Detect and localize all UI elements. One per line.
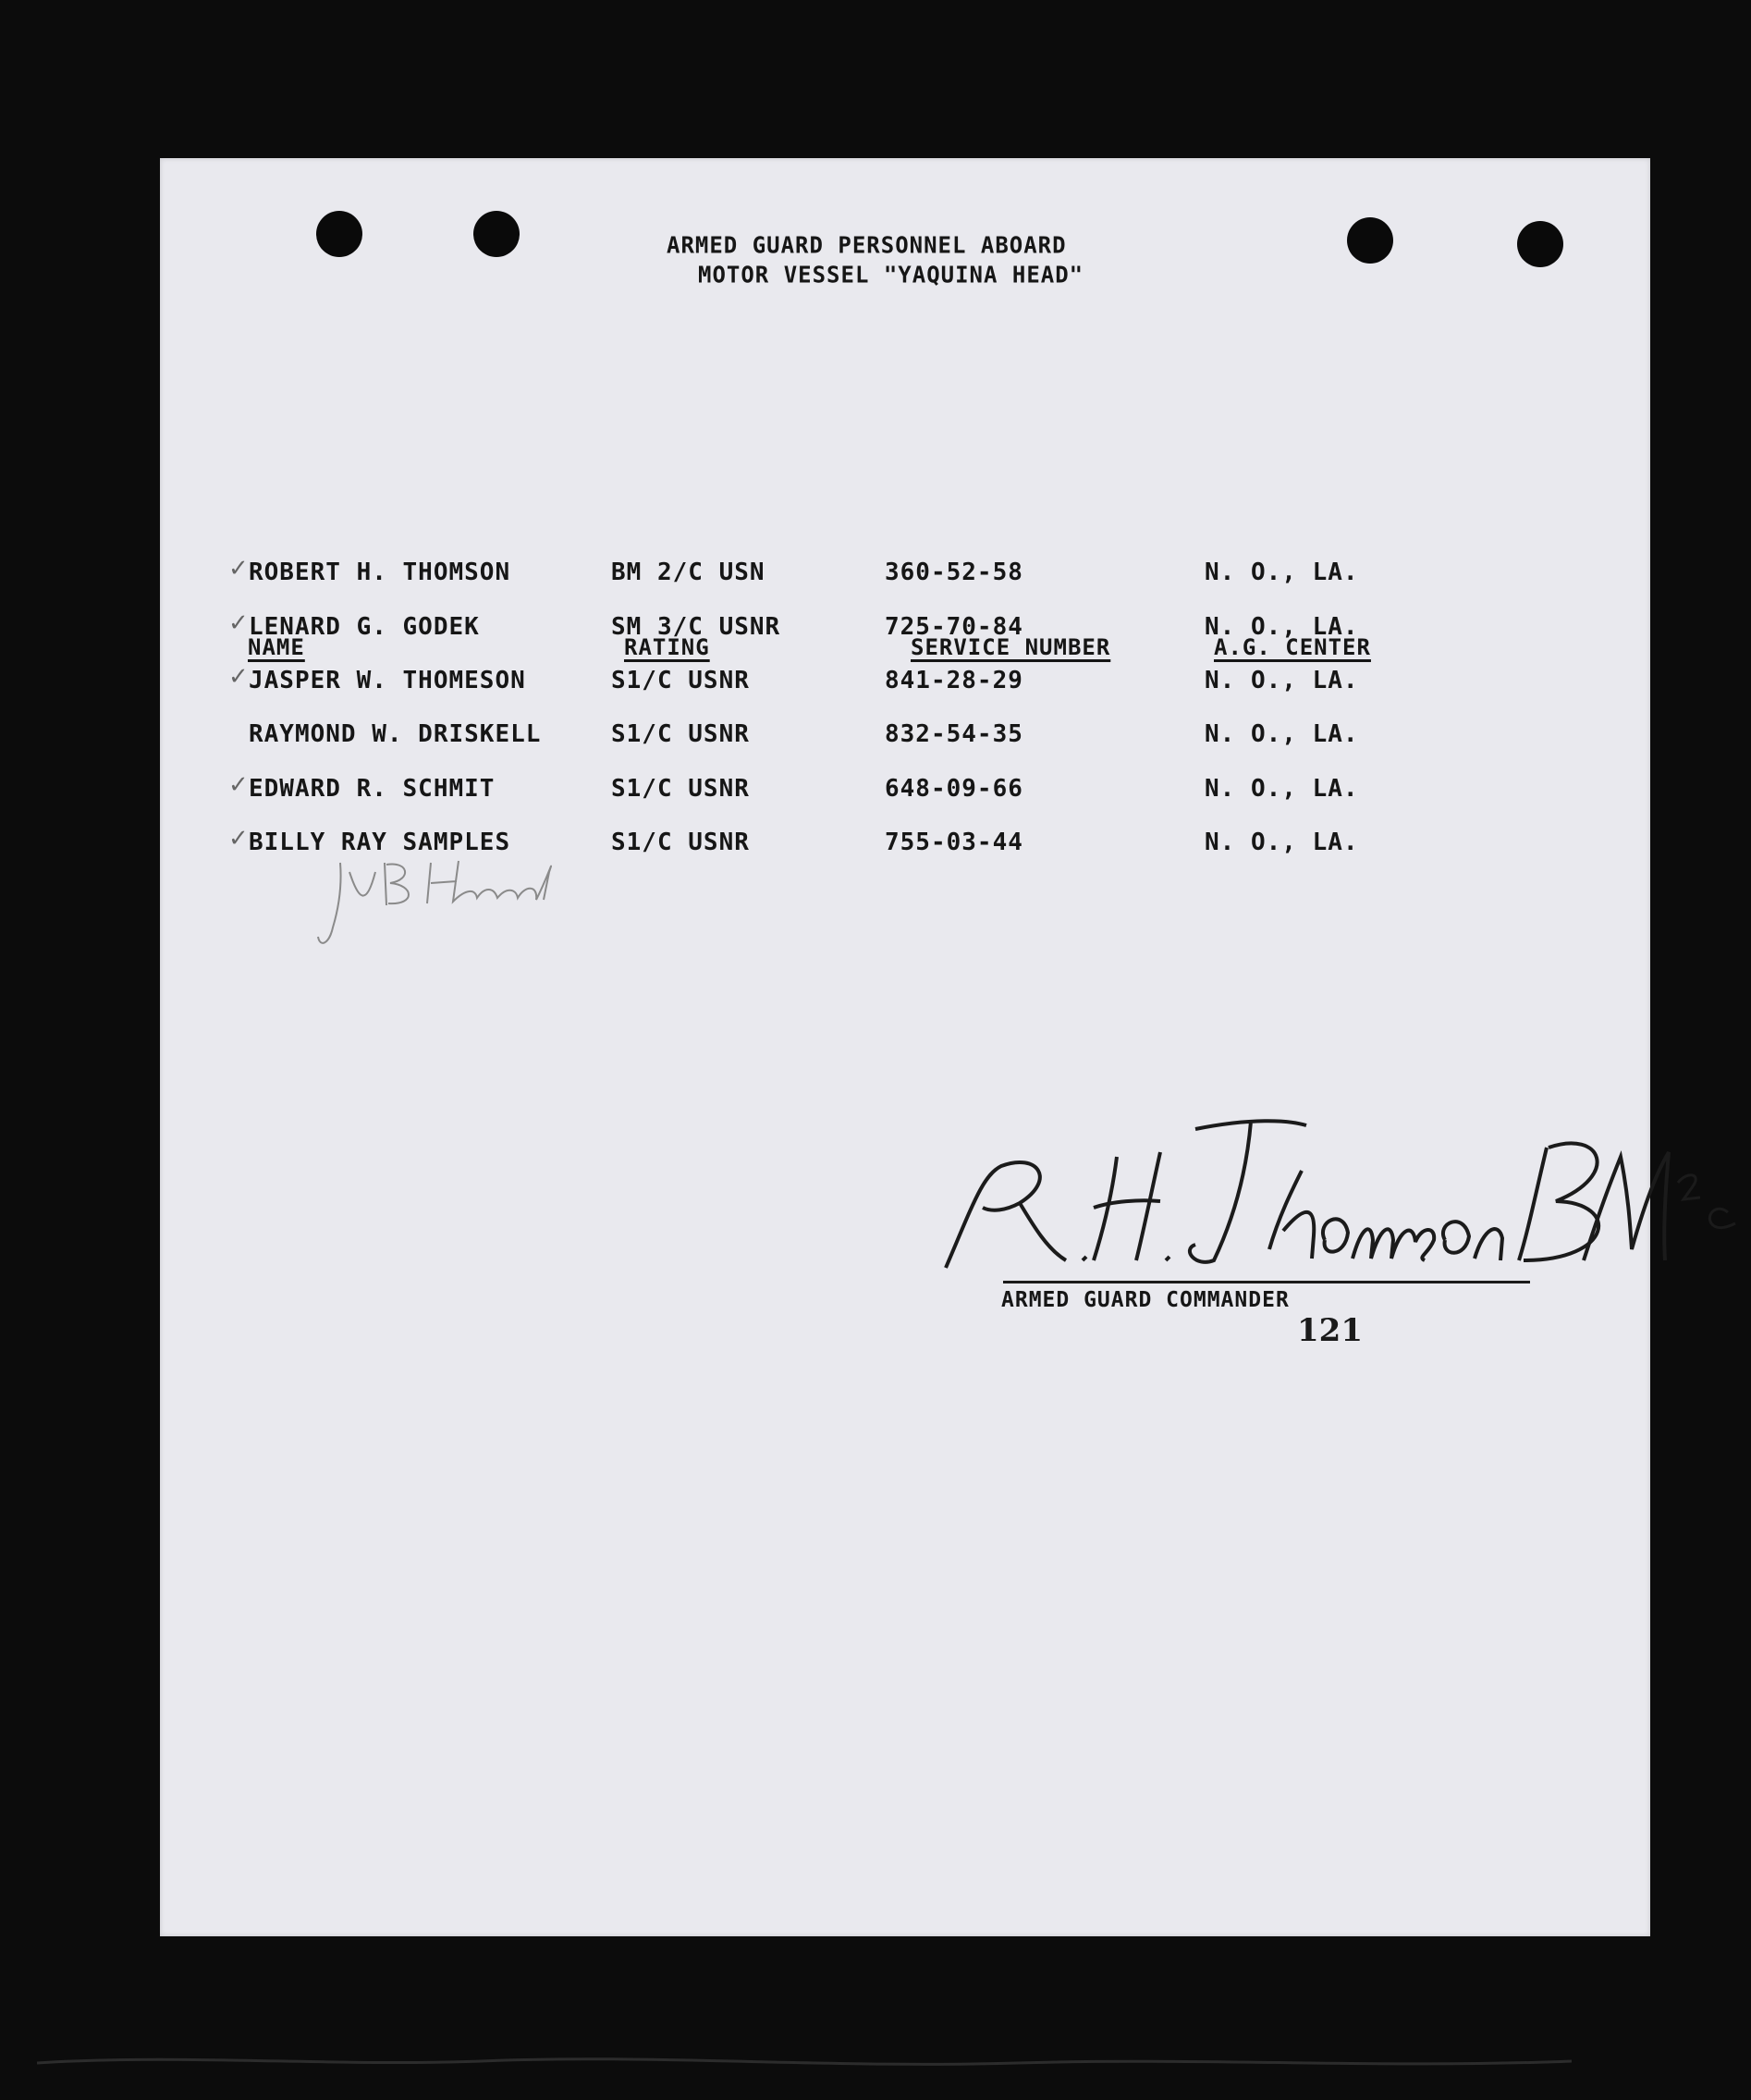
personnel-ag-center: N. O., LA. [1205,829,1359,856]
personnel-rating: S1/C USNR [611,829,750,856]
personnel-ag-center: N. O., LA. [1205,613,1359,641]
handwritten-initials [312,844,590,964]
personnel-service-number: 360-52-58 [885,559,1023,586]
page-number: 121 [1297,1312,1363,1349]
personnel-name: EDWARD R. SCHMIT [249,775,496,803]
personnel-ag-center: N. O., LA. [1205,559,1359,586]
signature-line [1003,1281,1530,1283]
scan-edge-artifact [0,2026,1751,2082]
column-header-rating: RATING [624,634,710,660]
punch-hole [1517,221,1563,267]
personnel-rating: S1/C USNR [611,775,750,803]
table-row [160,663,1650,704]
personnel-service-number: 841-28-29 [885,667,1023,694]
personnel-rating: SM 3/C USNR [611,613,781,641]
personnel-name: JASPER W. THOMESON [249,667,526,694]
check-mark-icon: ✓ [228,663,249,691]
personnel-service-number: 832-54-35 [885,720,1023,748]
column-header-service-number: SERVICE NUMBER [911,634,1111,660]
table-row [160,720,1650,757]
personnel-rating: BM 2/C USN [611,559,765,586]
personnel-rating: S1/C USNR [611,667,750,694]
personnel-name: ROBERT H. THOMSON [249,559,511,586]
personnel-ag-center: N. O., LA. [1205,775,1359,803]
personnel-rating: S1/C USNR [611,720,750,748]
check-mark-icon: ✓ [228,771,249,799]
table-row [160,609,1650,650]
document-title-line-1: ARMED GUARD PERSONNEL ABOARD [667,231,1067,259]
commander-signature [918,1018,1750,1286]
personnel-name: RAYMOND W. DRISKELL [249,720,542,748]
column-header-ag-center: A.G. CENTER [1214,634,1371,660]
check-mark-icon: ✓ [228,555,249,583]
personnel-service-number: 648-09-66 [885,775,1023,803]
punch-hole [473,211,520,257]
check-mark-icon: ✓ [228,825,249,853]
personnel-ag-center: N. O., LA. [1205,667,1359,694]
personnel-service-number: 755-03-44 [885,829,1023,856]
personnel-name: LENARD G. GODEK [249,613,480,641]
document-page [160,158,1650,1936]
personnel-name: BILLY RAY SAMPLES [249,829,511,856]
document-title-line-2: MOTOR VESSEL "YAQUINA HEAD" [698,261,1084,289]
personnel-ag-center: N. O., LA. [1205,720,1359,748]
check-mark-icon: ✓ [228,609,249,637]
column-header-name: NAME [248,634,305,660]
personnel-service-number: 725-70-84 [885,613,1023,641]
punch-hole [1347,217,1393,264]
punch-hole [316,211,362,257]
signature-caption: ARMED GUARD COMMANDER [1001,1288,1290,1312]
table-row [160,771,1650,812]
table-row [160,555,1650,596]
